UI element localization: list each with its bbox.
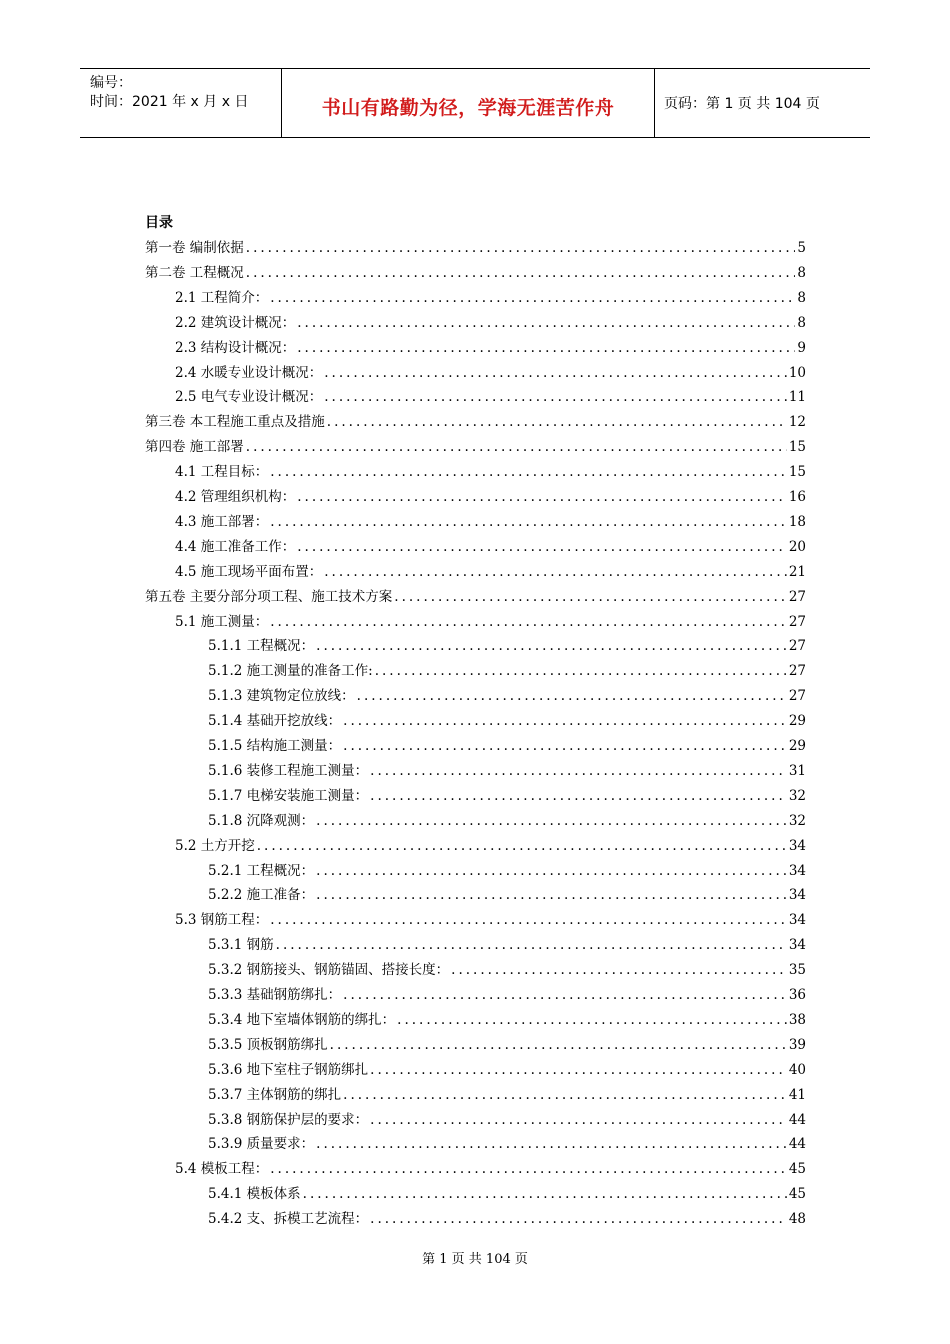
toc-entry-page: 32 (788, 812, 806, 829)
toc-entry-title: 第四卷 施工部署 (145, 439, 244, 456)
toc-entry-title: 5.1.1 工程概况： (208, 638, 315, 655)
toc-entry-title: 5.2.2 施工准备： (208, 887, 315, 904)
toc-dot-leader (303, 1186, 787, 1202)
toc-entry[interactable] (175, 906, 806, 928)
toc-entry[interactable] (145, 259, 806, 281)
toc-dot-leader (270, 1161, 787, 1177)
toc-entry[interactable] (208, 1106, 806, 1128)
toc-entry[interactable] (208, 881, 806, 903)
toc-entry[interactable] (208, 707, 806, 729)
toc-entry-title: 5.3.2 钢筋接头、钢筋锚固、搭接长度： (208, 962, 450, 979)
document-header (80, 68, 870, 138)
toc-entry-page: 27 (788, 663, 806, 680)
toc-dot-leader (270, 464, 787, 480)
toc-entry-page: 41 (788, 1086, 806, 1103)
toc-entry-page: 34 (788, 912, 806, 929)
toc-entry-page: 31 (788, 762, 806, 779)
toc-entry-title: 5.1.2 施工测量的准备工作: (208, 663, 373, 680)
toc-entry[interactable] (208, 732, 806, 754)
toc-dot-leader (397, 1012, 787, 1028)
toc-entry-page: 34 (788, 862, 806, 879)
toc-entry-page: 38 (788, 1011, 806, 1028)
toc-dot-leader (316, 887, 787, 903)
toc-entry-page: 16 (788, 489, 806, 505)
header-page-cell (654, 69, 870, 137)
toc-entry[interactable] (175, 1155, 806, 1177)
toc-entry-title: 5.3.9 质量要求： (208, 1136, 315, 1153)
toc-entry[interactable] (208, 807, 806, 829)
toc-entry[interactable] (175, 508, 806, 530)
toc-dot-leader (327, 414, 787, 430)
toc-entry[interactable] (208, 632, 806, 654)
toc-dot-leader (375, 663, 787, 679)
toc-entry-title: 第一卷 编制依据 (145, 240, 244, 256)
toc-entry-title: 5.3.7 主体钢筋的绑扎 (208, 1086, 342, 1103)
toc-dot-leader (343, 738, 787, 754)
toc-dot-leader (270, 912, 787, 928)
toc-entry-page: 27 (788, 588, 806, 605)
toc-dot-leader (297, 539, 787, 555)
toc-entry[interactable] (208, 1130, 806, 1152)
toc-title: 目录 (145, 215, 173, 231)
toc-entry-title: 5.3 钢筋工程： (175, 912, 269, 929)
toc-dot-leader (316, 813, 787, 829)
toc-entry-page: 27 (788, 613, 806, 630)
toc-entry-title: 5.1.5 结构施工测量： (208, 738, 342, 754)
toc-entry-page: 36 (788, 987, 806, 1003)
toc-entry-title: 5.1 施工测量： (175, 613, 269, 630)
toc-entry[interactable] (145, 433, 806, 455)
toc-dot-leader (270, 614, 787, 630)
toc-dot-leader (370, 1062, 787, 1078)
toc-dot-leader (370, 763, 787, 779)
toc-entry[interactable] (208, 956, 806, 978)
toc-entry-page: 27 (788, 688, 806, 705)
toc-entry-title: 5.3.8 钢筋保护层的要求： (208, 1111, 369, 1128)
toc-entry-title: 5.4 模板工程： (175, 1161, 269, 1178)
toc-dot-leader (324, 365, 787, 381)
toc-dot-leader (246, 240, 796, 256)
toc-entry-title: 5.4.2 支、拆模工艺流程： (208, 1211, 369, 1228)
toc-dot-leader (343, 713, 787, 729)
toc-entry-title: 4.1 工程目标： (175, 464, 269, 481)
toc-entry-title: 5.3.4 地下室墙体钢筋的绑扎： (208, 1011, 396, 1028)
toc-entry[interactable] (208, 1205, 806, 1227)
toc-entry[interactable] (208, 757, 806, 779)
toc-entry-title: 第五卷 主要分部分项工程、施工技术方案 (145, 588, 393, 605)
toc-entry[interactable] (175, 558, 806, 580)
toc-entry-page: 45 (788, 1161, 806, 1178)
toc-entry-page: 8 (797, 314, 806, 331)
toc-entry[interactable] (208, 1056, 806, 1078)
toc-dot-leader (270, 290, 795, 306)
toc-dot-leader (343, 987, 787, 1003)
toc-entry-title: 第二卷 工程概况 (145, 264, 244, 281)
toc-entry-page: 44 (788, 1136, 806, 1153)
toc-entry-page: 8 (797, 264, 806, 281)
toc-dot-leader (297, 315, 795, 331)
toc-entry-page: 44 (788, 1111, 806, 1128)
toc-entry[interactable] (208, 981, 806, 1003)
toc-entry-page: 5 (797, 240, 806, 256)
toc-entry-title: 2.5 电气专业设计概况： (175, 389, 323, 406)
toc-entry-page: 11 (788, 389, 806, 406)
header-page-number: 页码：第 1 页 共 104 页 (664, 96, 820, 112)
toc-entry-title: 5.1.8 沉降观测： (208, 812, 315, 829)
toc-entry-page: 39 (788, 1036, 806, 1053)
toc-entry-page: 45 (788, 1186, 806, 1203)
toc-entry-page: 10 (788, 364, 806, 381)
toc-entry-page: 29 (788, 738, 806, 754)
toc-entry[interactable] (175, 458, 806, 480)
toc-entry-page: 40 (788, 1061, 806, 1078)
toc-dot-leader (257, 838, 787, 854)
toc-dot-leader (316, 638, 787, 654)
toc-entry-title: 2.1 工程简介： (175, 289, 269, 306)
header-motto: 书山有路勤为径，学海无涯苦作舟 (321, 97, 615, 119)
toc-entry[interactable] (175, 533, 806, 555)
page-footer: 第 1 页 共 104 页 (422, 1252, 528, 1267)
toc-entry[interactable] (208, 857, 806, 879)
toc-entry-title: 2.3 结构设计概况： (175, 339, 296, 356)
toc-dot-leader (370, 788, 787, 804)
toc-entry-title: 5.2.1 工程概况： (208, 862, 315, 879)
toc-entry[interactable] (175, 359, 806, 381)
toc-entry[interactable] (175, 383, 806, 405)
toc-entry[interactable] (208, 1006, 806, 1028)
toc-entry[interactable] (208, 657, 806, 679)
toc-dot-leader (270, 514, 787, 530)
toc-entry-page: 34 (788, 937, 806, 954)
toc-entry-page: 21 (788, 563, 806, 580)
toc-dot-leader (297, 489, 787, 505)
toc-entry-title: 2.4 水暖专业设计概况： (175, 364, 323, 381)
toc-entry-title: 5.1.6 装修工程施工测量： (208, 762, 369, 779)
toc-entry-page: 9 (797, 339, 806, 356)
toc-entry-title: 第三卷 本工程施工重点及措施 (145, 414, 325, 431)
toc-entry[interactable] (208, 1081, 806, 1103)
toc-entry[interactable] (208, 1180, 806, 1202)
document-number-label: 编号： (90, 75, 132, 91)
toc-dot-leader (276, 937, 787, 953)
toc-entry-title: 5.3.5 顶板钢筋绑扎 (208, 1036, 328, 1053)
toc-entry[interactable] (145, 408, 806, 430)
toc-entry-title: 4.2 管理组织机构： (175, 489, 296, 505)
toc-entry-page: 12 (788, 414, 806, 431)
toc-dot-leader (357, 688, 787, 704)
toc-dot-leader (246, 439, 787, 455)
toc-dot-leader (297, 340, 795, 356)
toc-entry-title: 5.1.7 电梯安装施工测量： (208, 787, 369, 804)
toc-entry-page: 27 (788, 638, 806, 655)
toc-entry-title: 5.3.3 基础钢筋绑扎： (208, 987, 342, 1003)
toc-dot-leader (246, 265, 796, 281)
toc-entry-title: 4.3 施工部署： (175, 513, 269, 530)
toc-dot-leader (330, 1037, 787, 1053)
toc-entry[interactable] (175, 284, 806, 306)
toc-dot-leader (370, 1112, 787, 1128)
toc-dot-leader (324, 564, 787, 580)
toc-entry[interactable] (208, 1031, 806, 1053)
toc-entry-page: 29 (788, 713, 806, 730)
toc-entry-title: 5.4.1 模板体系 (208, 1186, 301, 1203)
toc-entry-title: 5.3.1 钢筋 (208, 937, 274, 954)
toc-entry[interactable] (175, 334, 806, 356)
toc-dot-leader (343, 1087, 787, 1103)
toc-entry-title: 4.5 施工现场平面布置： (175, 563, 323, 580)
header-meta (80, 69, 280, 137)
toc-entry-title: 5.3.6 地下室柱子钢筋绑扎 (208, 1061, 369, 1078)
toc-entry[interactable] (208, 682, 806, 704)
toc-entry-page: 35 (788, 962, 806, 979)
toc-entry-page: 34 (788, 837, 806, 854)
toc-entry[interactable] (175, 483, 806, 505)
toc-entry-page: 15 (788, 464, 806, 481)
toc-entry[interactable] (208, 782, 806, 804)
toc-entry-page: 15 (788, 439, 806, 456)
header-motto-cell (281, 69, 655, 137)
toc-entry[interactable] (145, 583, 806, 605)
toc-entry-page: 48 (788, 1211, 806, 1228)
toc-entry-page: 18 (788, 513, 806, 530)
document-date-label: 时间：2021 年 x 月 x 日 (90, 94, 249, 110)
toc-entry-page: 32 (788, 787, 806, 804)
toc-entry[interactable] (175, 309, 806, 331)
toc-dot-leader (324, 389, 787, 405)
toc-entry-title: 5.1.3 建筑物定位放线： (208, 688, 355, 705)
toc-entry-title: 5.2 土方开挖 (175, 837, 255, 854)
toc-entry-page: 34 (788, 887, 806, 904)
toc-entry[interactable] (208, 931, 806, 953)
toc-entry[interactable] (175, 832, 806, 854)
toc-entry[interactable] (145, 234, 806, 256)
toc-entry-page: 20 (788, 538, 806, 555)
toc-entry-page: 8 (797, 289, 806, 306)
toc-dot-leader (316, 863, 787, 879)
toc-dot-leader (370, 1211, 787, 1227)
toc-dot-leader (451, 962, 787, 978)
toc-entry-title: 5.1.4 基础开挖放线： (208, 713, 342, 730)
toc-entry-title: 4.4 施工准备工作： (175, 538, 296, 555)
toc-entry-title: 2.2 建筑设计概况： (175, 314, 296, 331)
toc-dot-leader (394, 589, 787, 605)
toc-dot-leader (316, 1136, 787, 1152)
toc-entry[interactable] (175, 608, 806, 630)
